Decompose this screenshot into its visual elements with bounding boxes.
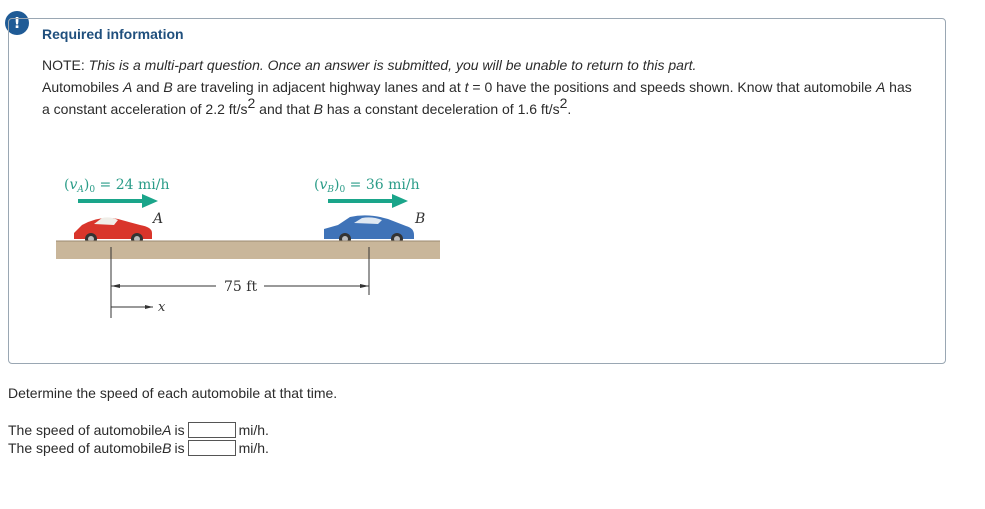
distance-label: 75 ft: [224, 279, 258, 295]
velocity-arrow-b: [328, 194, 408, 208]
road-ground: [56, 241, 440, 259]
required-info-title: Required information: [42, 26, 184, 42]
problem-statement: [42, 54, 912, 120]
car-b-label: B: [415, 211, 426, 227]
velocity-label-a: $(v_A)_0 = 24$ mi/h: [64, 177, 170, 195]
velocity-label-b: $(v_B)_0 = 36$ mi/h: [314, 177, 420, 195]
car-a-label: A: [153, 211, 164, 227]
automobiles-figure: [48, 153, 448, 323]
problem-text: Automobiles A and B are traveling in adjacent highway lanes and at t = 0 have the positions and speeds shown. Know that automobile A has a constant acceleration of 2.2 $ft/s^2$ and that B has a constant deceleration of 1.6 $ft/s^2$.: [42, 79, 912, 117]
speed-a-input[interactable]: [188, 422, 236, 438]
answer-row-b: The speed of automobile B is mi/h.: [8, 440, 269, 456]
speed-b-input[interactable]: [188, 440, 236, 456]
alert-icon: !: [5, 11, 29, 35]
velocity-arrow-a: [78, 194, 158, 208]
note-line: NOTE: This is a multi-part question. Once an answer is submitted, you will be unable to return to this part.: [42, 57, 697, 73]
x-axis-label: x: [158, 300, 166, 315]
answer-row-a: The speed of automobile A is mi/h.: [8, 422, 269, 438]
question-text: Determine the speed of each automobile at that time.: [8, 385, 338, 401]
